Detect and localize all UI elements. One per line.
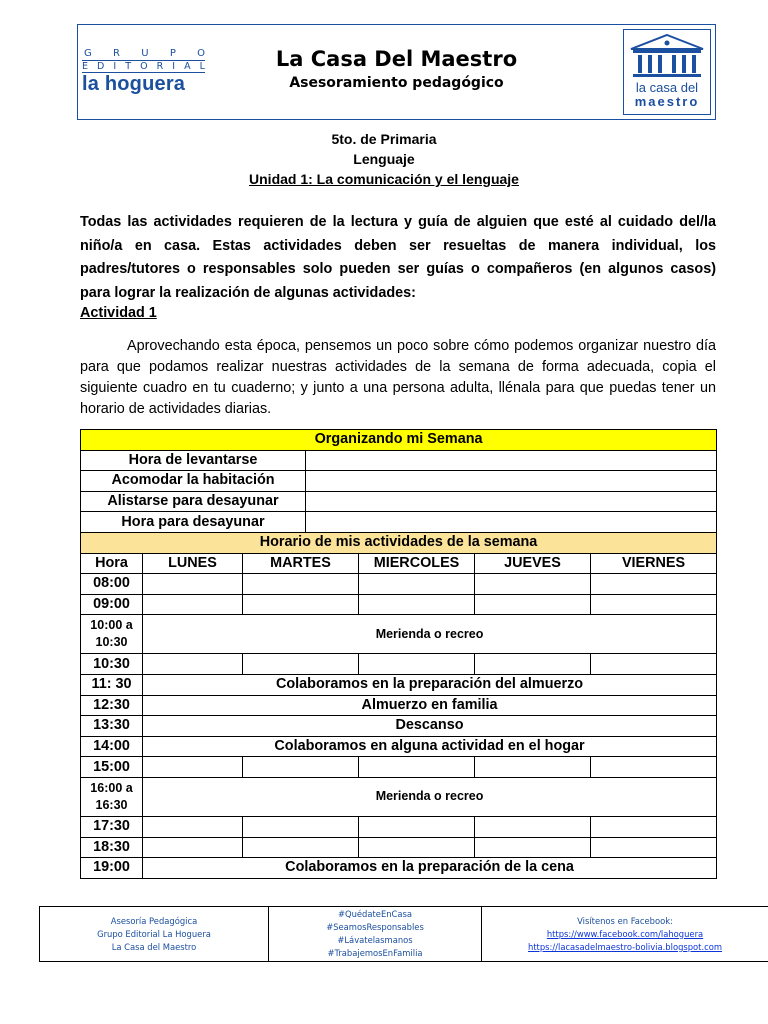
morning-label: Alistarse para desayunar	[81, 491, 306, 512]
activity-title: Actividad 1	[80, 305, 157, 321]
schedule-row	[81, 837, 717, 858]
time-cell: 16:00 a 16:30	[81, 777, 143, 816]
logo-letter: I	[113, 61, 117, 72]
schedule-row	[81, 674, 717, 695]
schedule-row	[81, 736, 717, 757]
logo-letter: L	[199, 61, 205, 72]
schedule-cell[interactable]	[359, 816, 475, 837]
table-title: Organizando mi Semana	[81, 430, 717, 451]
footer-line: La Casa del Maestro	[111, 941, 197, 952]
facebook-link[interactable]: https://www.facebook.com/lahoguera	[546, 928, 704, 939]
footer-hashtags	[269, 907, 482, 962]
morning-value-cell[interactable]	[306, 450, 717, 471]
la-hoguera-logo	[82, 47, 205, 97]
time-cell: 19:00	[81, 858, 143, 879]
schedule-cell[interactable]	[143, 574, 243, 595]
logo-letter: O	[197, 48, 205, 59]
schedule-note: Colaboramos en la preparación de la cena	[143, 858, 717, 879]
schedule-note: Merienda o recreo	[143, 615, 717, 654]
time-cell: 12:30	[81, 695, 143, 716]
schedule-note: Colaboramos en la preparación del almuerzo	[143, 674, 717, 695]
column-header: MARTES	[243, 553, 359, 574]
schedule-cell[interactable]	[475, 594, 591, 615]
subject-heading: Lenguaje	[353, 151, 415, 167]
schedule-title: Horario de mis actividades de la semana	[81, 532, 717, 553]
schedule-note: Almuerzo en familia	[143, 695, 717, 716]
schedule-cell[interactable]	[243, 594, 359, 615]
footer-visit-label: Visítenos en Facebook:	[577, 915, 673, 926]
table-header-row	[81, 553, 717, 574]
time-cell: 13:30	[81, 716, 143, 737]
logo-name: la hoguera	[82, 73, 186, 95]
footer	[39, 906, 768, 962]
unit-heading: Unidad 1: La comunicación y el lenguaje	[249, 171, 519, 187]
header-title-block	[218, 45, 575, 93]
schedule-cell[interactable]	[243, 837, 359, 858]
morning-label: Acomodar la habitación	[81, 471, 306, 492]
logo-letter: A	[184, 61, 191, 72]
schedule-cell[interactable]	[143, 816, 243, 837]
schedule-cell[interactable]	[591, 594, 717, 615]
logo-editorial-row	[82, 60, 205, 73]
schedule-cell[interactable]	[359, 757, 475, 778]
logo-letter: U	[141, 48, 149, 59]
schedule-row	[81, 858, 717, 879]
schedule-cell[interactable]	[143, 594, 243, 615]
schedule-row	[81, 654, 717, 675]
schedule-cell[interactable]	[475, 574, 591, 595]
footer-links	[482, 907, 768, 962]
hashtag: #QuédateEnCasa	[337, 909, 413, 919]
time-cell: 14:00	[81, 736, 143, 757]
table-row	[81, 512, 717, 533]
schedule-table	[80, 429, 717, 879]
schedule-cell[interactable]	[475, 654, 591, 675]
schedule-note: Descanso	[143, 716, 717, 737]
table-row	[81, 430, 717, 451]
time-cell: 10:30	[81, 654, 143, 675]
schedule-cell[interactable]	[591, 654, 717, 675]
morning-value-cell[interactable]	[306, 471, 717, 492]
logo-letter: G	[84, 48, 92, 59]
schedule-cell[interactable]	[359, 574, 475, 595]
schedule-cell[interactable]	[475, 837, 591, 858]
schedule-cell[interactable]	[591, 757, 717, 778]
column-header: JUEVES	[475, 553, 591, 574]
building-icon	[629, 33, 705, 79]
schedule-cell[interactable]	[243, 574, 359, 595]
unit-heading-wrap	[0, 171, 768, 187]
time-cell: 10:00 a 10:30	[81, 615, 143, 654]
logo-right-line2: maestro	[634, 94, 700, 109]
schedule-cell[interactable]	[243, 816, 359, 837]
column-header: Hora	[81, 553, 143, 574]
table-row	[81, 450, 717, 471]
table-row	[81, 471, 717, 492]
morning-value-cell[interactable]	[306, 512, 717, 533]
grade-heading: 5to. de Primaria	[331, 131, 437, 147]
time-cell: 17:30	[81, 816, 143, 837]
schedule-cell[interactable]	[243, 757, 359, 778]
schedule-note: Colaboramos en alguna actividad en el hogar	[143, 736, 717, 757]
logo-letter: P	[169, 48, 176, 59]
schedule-row	[81, 716, 717, 737]
logo-letter: D	[97, 61, 105, 72]
schedule-row	[81, 777, 717, 816]
la-casa-del-maestro-logo	[623, 29, 711, 115]
schedule-row	[81, 574, 717, 595]
schedule-cell[interactable]	[359, 837, 475, 858]
time-cell: 18:30	[81, 837, 143, 858]
schedule-cell[interactable]	[243, 654, 359, 675]
logo-letter: R	[156, 61, 164, 72]
schedule-cell[interactable]	[359, 654, 475, 675]
logo-letter: R	[113, 48, 120, 59]
morning-label: Hora de levantarse	[81, 450, 306, 471]
logo-letter: E	[82, 61, 89, 72]
time-cell: 09:00	[81, 594, 143, 615]
schedule-cell[interactable]	[143, 654, 243, 675]
document-header	[77, 24, 716, 120]
column-header: VIERNES	[591, 553, 717, 574]
schedule-note: Merienda o recreo	[143, 777, 717, 816]
morning-value-cell[interactable]	[306, 491, 717, 512]
footer-line: Asesoría Pedagógica	[110, 915, 198, 926]
schedule-cell[interactable]	[143, 757, 243, 778]
schedule-body	[81, 574, 717, 879]
schedule-cell[interactable]	[359, 594, 475, 615]
morning-label: Hora para desayunar	[81, 512, 306, 533]
intro-paragraph: Todas las actividades requieren de la lectura y guía de alguien que esté al cuidado del/la niño/a en casa. Estas actividades deben ser resueltas de manera individual, los padres/tutores o responsables solo pueden ser guías o compañeros (en algunos casos) para lograr la realización de algunas actividades:	[80, 214, 716, 301]
logo-letter: I	[172, 61, 176, 72]
schedule-cell[interactable]	[591, 837, 717, 858]
schedule-cell[interactable]	[475, 816, 591, 837]
schedule-row	[81, 594, 717, 615]
header-subtitle: Asesoramiento pedagógico	[289, 75, 504, 91]
activity-paragraph: Aprovechando esta época, pensemos un poco sobre cómo podemos organizar nuestro día para que podamos realizar nuestras actividades de la semana de forma adecuada, copia el siguiente cuadro en tu cuaderno; y junto a una persona adulta, llénala para que puedas tener un horario de actividades diarias.	[80, 338, 716, 417]
footer-line: Grupo Editorial La Hoguera	[97, 928, 211, 939]
schedule-row	[81, 757, 717, 778]
schedule-row	[81, 816, 717, 837]
hashtag: #SeamosResponsables	[326, 922, 424, 932]
logo-letter: T	[125, 61, 132, 72]
hashtag: #TrabajemosEnFamilia	[327, 948, 423, 958]
table-row	[81, 532, 717, 553]
header-title: La Casa Del Maestro	[275, 47, 518, 71]
column-header: MIERCOLES	[359, 553, 475, 574]
column-header: LUNES	[143, 553, 243, 574]
schedule-row	[81, 615, 717, 654]
schedule-cell[interactable]	[591, 816, 717, 837]
schedule-cell[interactable]	[475, 757, 591, 778]
logo-letter: O	[140, 61, 148, 72]
blog-link[interactable]: https://lacasadelmaestro-bolivia.blogspot.com	[527, 941, 723, 952]
time-cell: 11: 30	[81, 674, 143, 695]
schedule-cell[interactable]	[591, 574, 717, 595]
time-cell: 15:00	[81, 757, 143, 778]
footer-credits	[40, 907, 269, 962]
logo-right-line1: la casa del	[635, 80, 699, 95]
schedule-row	[81, 695, 717, 716]
table-row	[81, 491, 717, 512]
hashtag: #Lávatelasmanos	[337, 935, 413, 945]
logo-grupo-row	[82, 47, 205, 60]
schedule-cell[interactable]	[143, 837, 243, 858]
time-cell: 08:00	[81, 574, 143, 595]
